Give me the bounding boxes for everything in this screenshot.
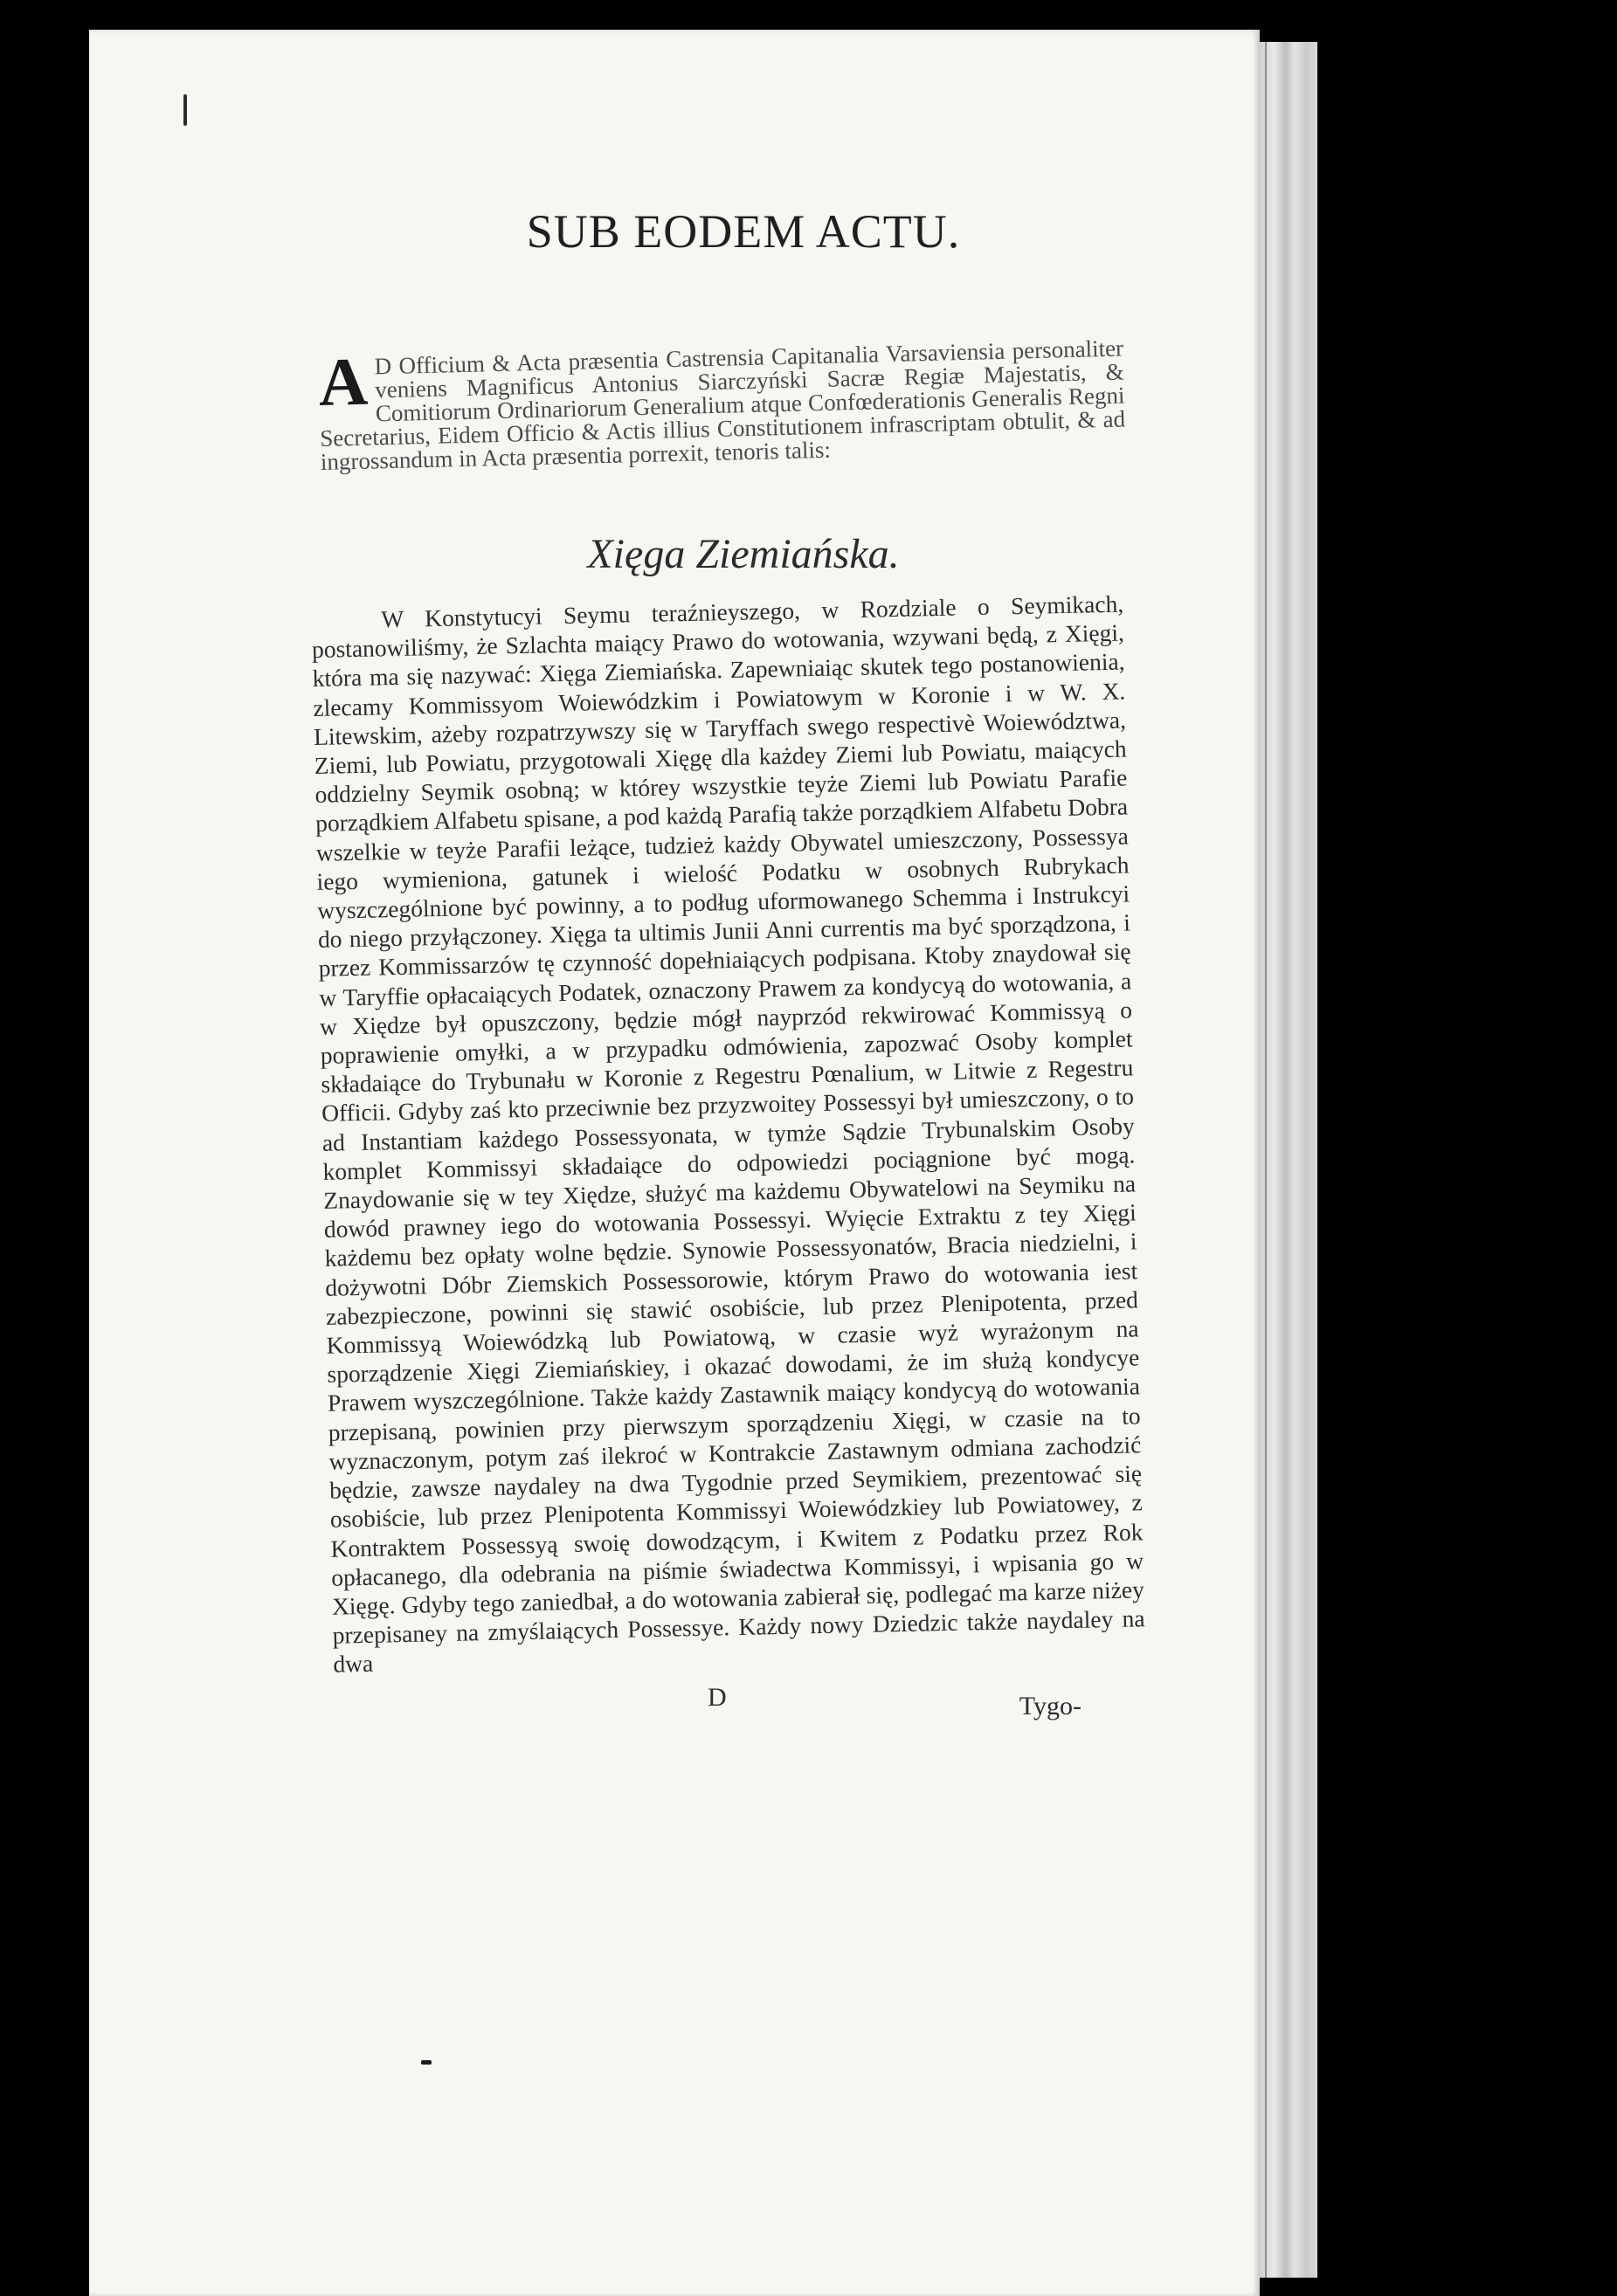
- body-paragraph: W Konstytucyi Seymu teraźnieyszego, w Rozdziale o Seymikach, postanowiliśmy, że Szlachta maiący Prawo do wotowania, wzywani będą, z Xięgi, która ma się nazywać: Xięga Ziemiańska. Zapewniaiąc skutek tego postanowienia, zlecamy Kommissyom Woiewódzkim i Powiatowym w Koronie i w W. X. Litewskim, ażeby rozpatrzywszy się w Taryffach swego respectivè Woiewództwa, Ziemi, lub Powiatu, przygotowali Xięgę dla każdey Ziemi lub Powiatu, maiących oddzielny Seymik osobną; w którey wszystkie teyże Ziemi lub Powiatu Parafie porządkiem Alfabetu spisane, a pod każdą Parafią także porządkiem Alfabetu Dobra wszelkie w teyże Parafii leżące, tudzież każdy Obywatel umieszczony, Possessya iego wymieniona, gatunek i wielość Podatku w osobnych Rubrykach wyszczególnione być powinny, a to podług uformowanego Schemma i Instrukcyi do niego przyłączoney. Xięga ta ultimis Junii Anni currentis ma być sporządzona, i przez Kommissarzów tę czynność dopełniaiących podpisana. Ktoby znaydował się w Taryffie opłacaiących Podatek, oznaczony Prawem za kondycyą do wotowania, a w Xiędze był opuszczony, będzie mógł nayprzód rekwirować Kommissyą o poprawienie omyłki, a w przypadku odmówienia, zapozwać Osoby komplet składaiące do Trybunału w Koronie z Regestru Pœnalium, w Litwie z Regestru Officii. Gdyby zaś kto przeciwnie bez przyzwoitey Possessyi był umieszczony, o to ad Instantiam każdego Possessyonata, w tymże Sądzie Trybunalskim Osoby komplet Kommissyi składaiące do odpowiedzi pociągnione być mogą. Znaydowanie się w tey Xiędze, służyć ma każdemu Obywatelowi na Seymiku na dowód prawney iego do wotowania Possessyi. Wyięcie Extraktu z tey Xięgi każdemu bez opłaty wolne będzie. Synowie Possessyonatów, Bracia niedzielni, i dożywotni Dóbr Ziemskich Possessorowie, którym Prawo do wotowania iest zabezpieczone, powinni się stawić osobiście, lub przez Plenipotenta, przed Kommissyą Woiewódzką lub Powiatową, w czasie wyż wyrażonym na sporządzenie Xięgi Ziemiańskiey, i okazać dowodami, że im służą kondycye Prawem wyszczególnione. Także każdy Zastawnik maiący kondycyą do wotowania przepisaną, powinien przy pierwszym sporządzeniu Xięgi, w czasie na to wyznaczonym, potym zaś ilekroć w Kontrakcie Zastawnym odmiana zachodzić będzie, zawsze naydaley na dwa Tygodnie przed Seymikiem, prezentować się osobiście, lub przez Plenipotenta Kommissyi Woiewódzkiey lub Powiatowey, z Kontraktem Possessyą swoię dowodzącym, i Kwitem z Podatku przez Rok opłacanego, dla odebrania na piśmie świadectwa Kommissyi, i wpisania go w Xięgę. Gdyby tego zaniedbał, a do wotowania zabierał się, podlegać ma karze niżey przepisaney na zmyślaiących Possessye. Każdy nowy Dziedzic także naydaley na dwa: [311, 590, 1145, 1679]
- page-footer: [311, 1683, 1123, 1718]
- ink-blot: [421, 2060, 432, 2065]
- section-title: Xięga Ziemiańska.: [587, 531, 900, 577]
- book-page: [89, 30, 1260, 2296]
- intro-paragraph: [318, 336, 1126, 473]
- drop-cap-initial: A: [317, 342, 370, 420]
- page-heading: SUB EODEM ACTU.: [526, 205, 961, 258]
- intro-text: D Officium & Acta præsentia Castrensia Capitanalia Varsaviensia personaliter veniens Magnificus Antonius Siarczyński Sacræ Regiæ Majestatis, & Comitiorum Ordinariorum Generalium atque Confœderationis Generalis Regni Secretarius, Eidem Officio & Actis illius Constitutionem infrascriptam obtulit, & ad ingrossandum in Acta præsentia porrexit, tenoris talis:: [319, 334, 1126, 475]
- page-text: [311, 204, 1145, 1720]
- catchword: Tygo-: [1019, 1691, 1081, 1720]
- page-stack-edge: [1260, 42, 1317, 2278]
- page-edge-line: [1265, 42, 1267, 2278]
- binding-mark: [183, 94, 187, 126]
- signature-mark: D: [708, 1682, 727, 1712]
